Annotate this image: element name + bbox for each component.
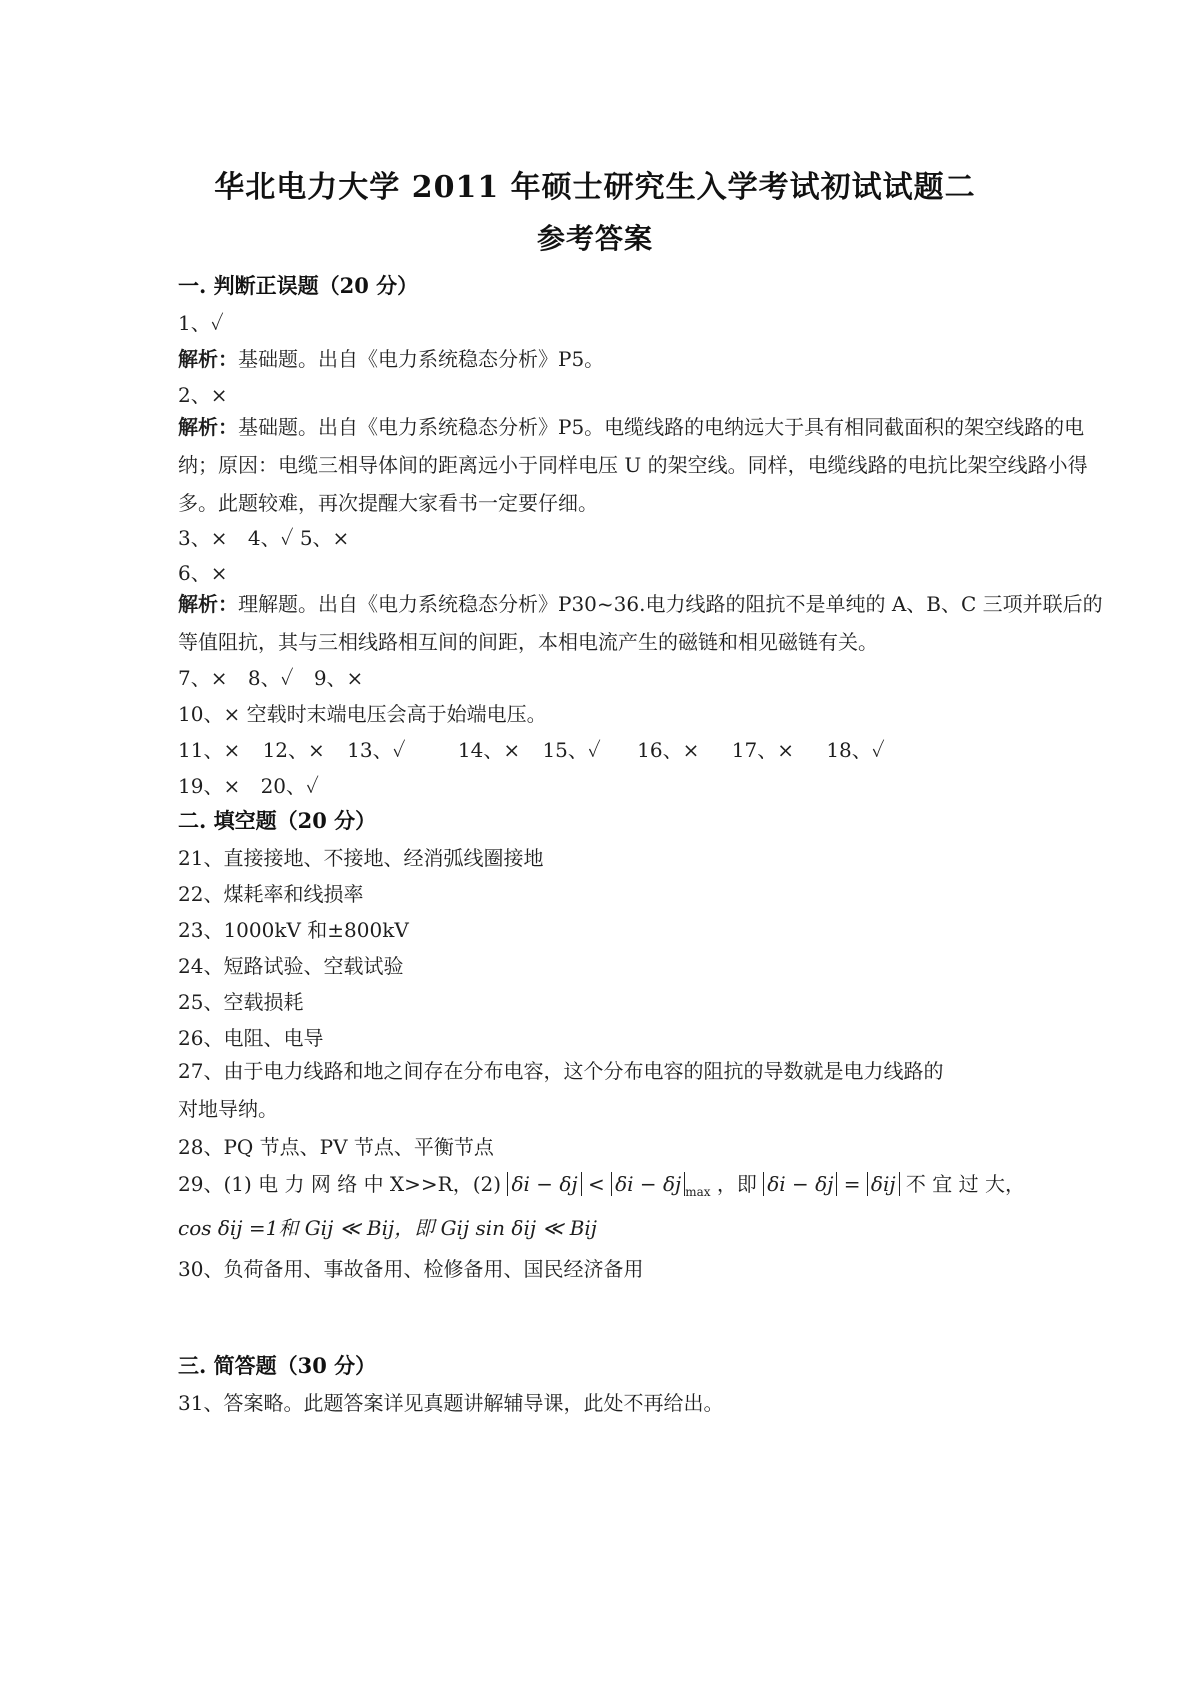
answer-22: 22、煤耗率和线损率 [178,882,364,906]
answer-29-suffix: 不 宜 过 大， [905,1172,1025,1196]
list-item: 16、× [637,738,700,762]
list-item: 7、× [178,666,228,690]
answer-30: 30、负荷备用、事故备用、检修备用、国民经济备用 [178,1257,644,1281]
answer-10: 10、× 空载时末端电压会高于始端电压。 [178,702,547,726]
list-item: 3、× [178,526,228,550]
list-item: 17、× [731,738,794,762]
list-item: 4、✓ [247,526,294,550]
analysis-text: 基础题。出自《电力系统稳态分析》P5。电缆线路的电纳远大于具有相同截面积的架空线路的电纳；原因：电缆三相导体间的距离远小于同样电压 U 的架空线。同样，电缆线路的电抗比架空线路小得多。此题较难，再次提醒大家看书一定要仔细。 [178,415,1088,515]
section-3-heading: 三. 简答题（30 分） [178,1353,377,1378]
answers-11-18 [178,734,885,763]
answer-24: 24、短路试验、空载试验 [178,954,404,978]
answers-3-5 [178,522,349,551]
list-item: 14、× [457,738,521,762]
formula-lt: < [587,1172,605,1196]
answer-28: 28、PQ 节点、PV 节点、平衡节点 [178,1135,494,1159]
list-item: 20、✓ [260,774,319,798]
answer-29-prefix: 29、(1) 电 力 网 络 中 X>>R，(2) [178,1172,502,1196]
list-item: 18、✓ [826,738,885,762]
list-item: 13、✓ [347,738,406,762]
answer-1-analysis [178,343,604,372]
list-item: 15、✓ [542,738,601,762]
answer-29-line2: cos δij =1和 Gij ≪ Bij，即 Gij sin δij ≪ Bij [178,1216,597,1240]
answer-1: 1、✓ [178,311,224,335]
list-item: 11、× [178,738,241,762]
section-2-heading: 二. 填空题（20 分） [178,808,377,833]
answer-26: 26、电阻、电导 [178,1026,324,1050]
section-1-heading: 一. 判断正误题（20 分） [178,273,419,298]
formula-eq: = [843,1172,861,1196]
answer-2-analysis [178,408,1108,522]
list-item: 12、× [262,738,325,762]
list-item: 19、× [178,774,241,798]
analysis-label: 解析： [178,592,238,616]
formula-abs-diff-max: δi − δj [611,1172,685,1196]
answer-25: 25、空载损耗 [178,990,304,1014]
page-title: 华北电力大学 2011 年硕士研究生入学考试初试试题二 [214,170,976,205]
page-subtitle: 参考答案 [536,222,653,255]
answer-31: 31、答案略。此题答案详见真题讲解辅导课，此处不再给出。 [178,1391,724,1415]
answers-19-20 [178,770,319,799]
answer-21: 21、直接接地、不接地、经消弧线圈接地 [178,846,544,870]
answer-27: 27、由于电力线路和地之间存在分布电容，这个分布电容的阻抗的导数就是电力线路的对地导纳。 [178,1059,944,1121]
formula-abs-diff: δi − δj [507,1172,581,1196]
answer-2: 2、× [178,383,228,407]
answer-29 [178,1168,1025,1199]
formula-delta-ij: δij [867,1172,900,1196]
answer-6-analysis [178,585,1108,661]
formula-abs-diff-2: δi − δj [763,1172,837,1196]
list-item: 8、✓ [247,666,294,690]
list-item: 9、× [313,666,364,690]
analysis-text: 基础题。出自《电力系统稳态分析》P5。 [238,347,605,371]
answer-29-mid: ，即 [716,1172,757,1196]
answers-7-9 [178,662,363,691]
analysis-label: 解析： [178,415,238,439]
formula-max: max [685,1185,711,1199]
analysis-text: 理解题。出自《电力系统稳态分析》P30~36.电力线路的阻抗不是单纯的 A、B、C 三项并联后的等值阻抗，其与三相线路相互间的间距，本相电流产生的磁链和相见磁链有关。 [178,592,1103,654]
answer-23: 23、1000kV 和±800kV [178,918,409,942]
answer-6: 6、× [178,561,228,585]
analysis-label: 解析： [178,347,238,371]
list-item: 5、× [299,526,350,550]
